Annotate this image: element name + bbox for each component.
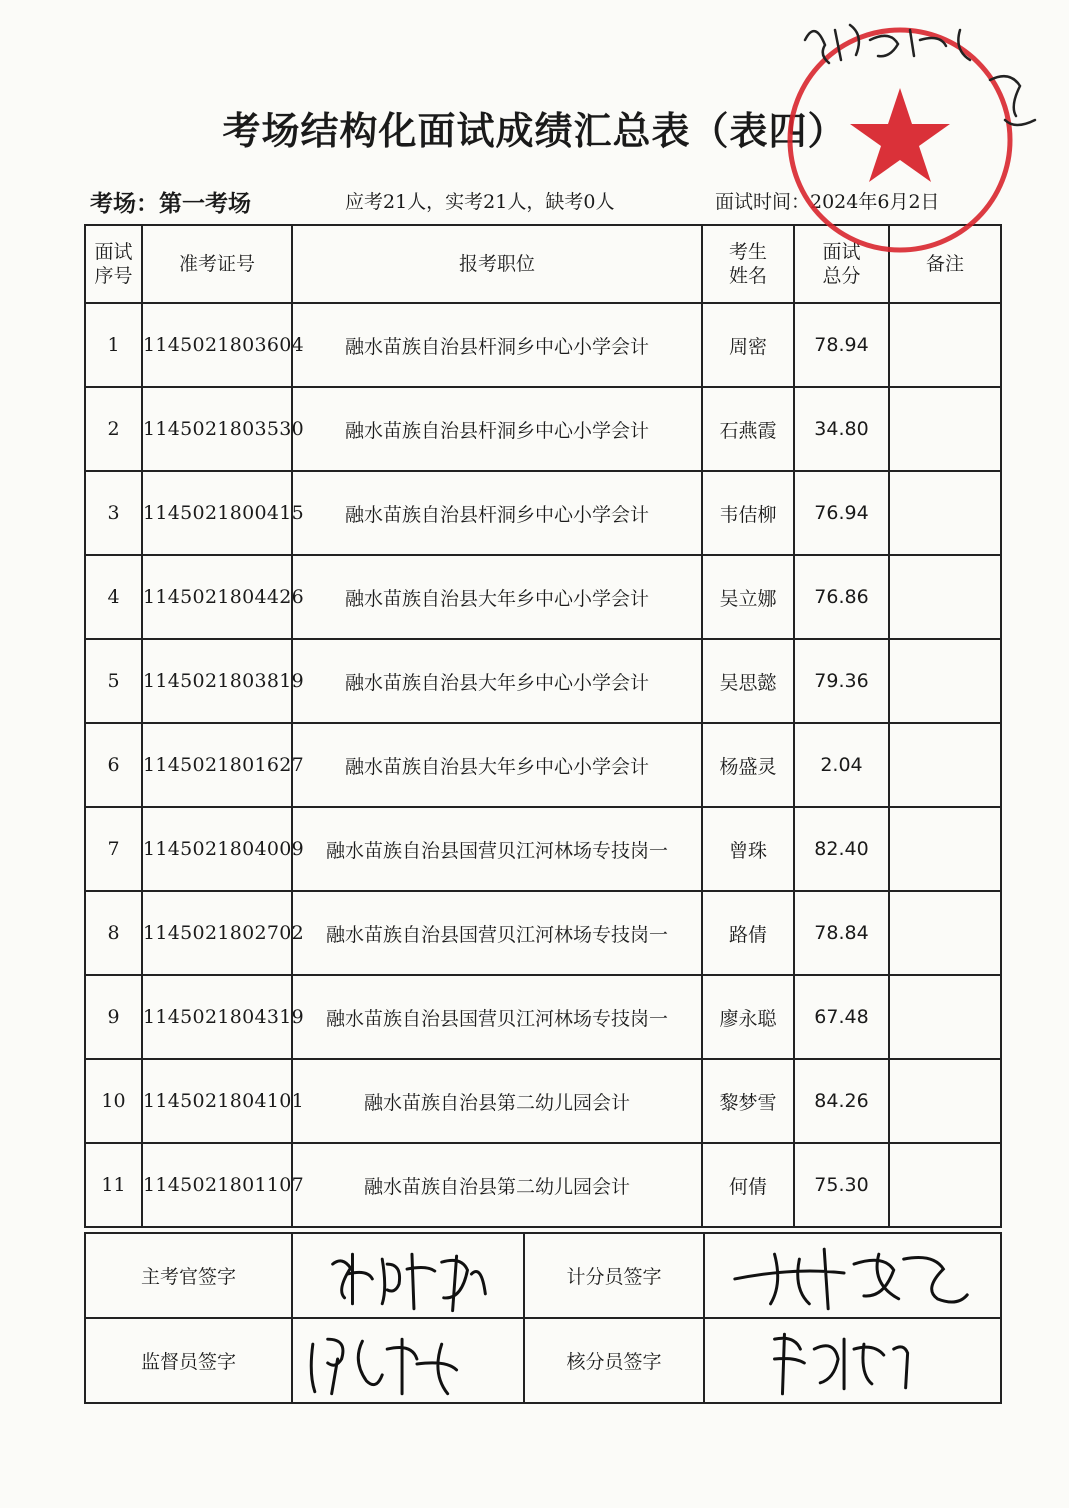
cell-seq: 9 [85, 975, 142, 1059]
signature-table [84, 1232, 1002, 1404]
cell-remark [889, 891, 1001, 975]
interview-time: 面试时间：2024年6月2日 [715, 191, 940, 213]
chief-examiner-signature [292, 1233, 524, 1318]
score-table [84, 224, 1002, 1228]
cell-score: 79.36 [794, 639, 889, 723]
cell-position: 融水苗族自治县大年乡中心小学会计 [292, 555, 702, 639]
cell-position: 融水苗族自治县国营贝江河林场专技岗一 [292, 807, 702, 891]
cell-admission-number: 1145021804319 [142, 975, 292, 1059]
cell-candidate-name: 黎梦雪 [702, 1059, 794, 1143]
cell-seq: 3 [85, 471, 142, 555]
cell-admission-number: 1145021802702 [142, 891, 292, 975]
cell-admission-number: 1145021804426 [142, 555, 292, 639]
cell-remark [889, 1143, 1001, 1227]
cell-candidate-name: 吴思懿 [702, 639, 794, 723]
cell-candidate-name: 杨盛灵 [702, 723, 794, 807]
cell-admission-number: 1145021801107 [142, 1143, 292, 1227]
cell-candidate-name: 路倩 [702, 891, 794, 975]
cell-remark [889, 1059, 1001, 1143]
table-header-row [85, 225, 1001, 303]
scorer-label: 计分员签字 [524, 1233, 704, 1318]
cell-position: 融水苗族自治县杆洞乡中心小学会计 [292, 471, 702, 555]
table-row [85, 471, 1001, 555]
cell-score: 78.94 [794, 303, 889, 387]
table-row [85, 807, 1001, 891]
cell-seq: 1 [85, 303, 142, 387]
cell-candidate-name: 曾珠 [702, 807, 794, 891]
cell-candidate-name: 吴立娜 [702, 555, 794, 639]
cell-position: 融水苗族自治县大年乡中心小学会计 [292, 639, 702, 723]
cell-admission-number: 1145021803530 [142, 387, 292, 471]
cell-candidate-name: 石燕霞 [702, 387, 794, 471]
supervisor-label: 监督员签字 [85, 1318, 292, 1403]
cell-candidate-name: 周密 [702, 303, 794, 387]
cell-remark [889, 723, 1001, 807]
table-row [85, 639, 1001, 723]
cell-seq: 6 [85, 723, 142, 807]
supervisor-signature [292, 1318, 524, 1403]
signature-row-1 [85, 1233, 1001, 1318]
table-row [85, 891, 1001, 975]
checker-signature [704, 1318, 1001, 1403]
cell-remark [889, 387, 1001, 471]
cell-score: 75.30 [794, 1143, 889, 1227]
cell-seq: 8 [85, 891, 142, 975]
chief-examiner-label: 主考官签字 [85, 1233, 292, 1318]
cell-candidate-name: 韦佶柳 [702, 471, 794, 555]
cell-remark [889, 975, 1001, 1059]
attendance-counts: 应考21人，实考21人，缺考0人 [345, 191, 615, 213]
table-row [85, 975, 1001, 1059]
header-seq: 面试 序号 [85, 225, 142, 303]
table-row [85, 303, 1001, 387]
signature-row-2 [85, 1318, 1001, 1403]
header-score: 面试 总分 [794, 225, 889, 303]
cell-seq: 10 [85, 1059, 142, 1143]
table-row [85, 723, 1001, 807]
table-row [85, 555, 1001, 639]
cell-remark [889, 471, 1001, 555]
cell-admission-number: 1145021804009 [142, 807, 292, 891]
cell-seq: 4 [85, 555, 142, 639]
cell-score: 82.40 [794, 807, 889, 891]
cell-admission-number: 1145021803819 [142, 639, 292, 723]
cell-position: 融水苗族自治县第二幼儿园会计 [292, 1059, 702, 1143]
cell-score: 67.48 [794, 975, 889, 1059]
cell-score: 76.94 [794, 471, 889, 555]
cell-position: 融水苗族自治县国营贝江河林场专技岗一 [292, 891, 702, 975]
cell-score: 34.80 [794, 387, 889, 471]
header-name: 考生 姓名 [702, 225, 794, 303]
header-remark: 备注 [889, 225, 1001, 303]
document-title: 考场结构化面试成绩汇总表（表四） [222, 108, 847, 153]
cell-score: 84.26 [794, 1059, 889, 1143]
cell-score: 2.04 [794, 723, 889, 807]
cell-admission-number: 1145021803604 [142, 303, 292, 387]
checker-label: 核分员签字 [524, 1318, 704, 1403]
cell-remark [889, 555, 1001, 639]
cell-candidate-name: 何倩 [702, 1143, 794, 1227]
cell-admission-number: 1145021800415 [142, 471, 292, 555]
cell-remark [889, 807, 1001, 891]
cell-position: 融水苗族自治县大年乡中心小学会计 [292, 723, 702, 807]
cell-position: 融水苗族自治县第二幼儿园会计 [292, 1143, 702, 1227]
exam-venue: 考场：第一考场 [90, 190, 251, 217]
cell-seq: 11 [85, 1143, 142, 1227]
cell-candidate-name: 廖永聪 [702, 975, 794, 1059]
cell-seq: 2 [85, 387, 142, 471]
cell-seq: 5 [85, 639, 142, 723]
cell-admission-number: 1145021801627 [142, 723, 292, 807]
cell-position: 融水苗族自治县国营贝江河林场专技岗一 [292, 975, 702, 1059]
table-row [85, 387, 1001, 471]
cell-score: 78.84 [794, 891, 889, 975]
cell-position: 融水苗族自治县杆洞乡中心小学会计 [292, 387, 702, 471]
cell-position: 融水苗族自治县杆洞乡中心小学会计 [292, 303, 702, 387]
header-position: 报考职位 [292, 225, 702, 303]
cell-remark [889, 639, 1001, 723]
header-admission: 准考证号 [142, 225, 292, 303]
cell-score: 76.86 [794, 555, 889, 639]
table-row [85, 1059, 1001, 1143]
table-row [85, 1143, 1001, 1227]
cell-seq: 7 [85, 807, 142, 891]
cell-remark [889, 303, 1001, 387]
scorer-signature [704, 1233, 1001, 1318]
cell-admission-number: 1145021804101 [142, 1059, 292, 1143]
